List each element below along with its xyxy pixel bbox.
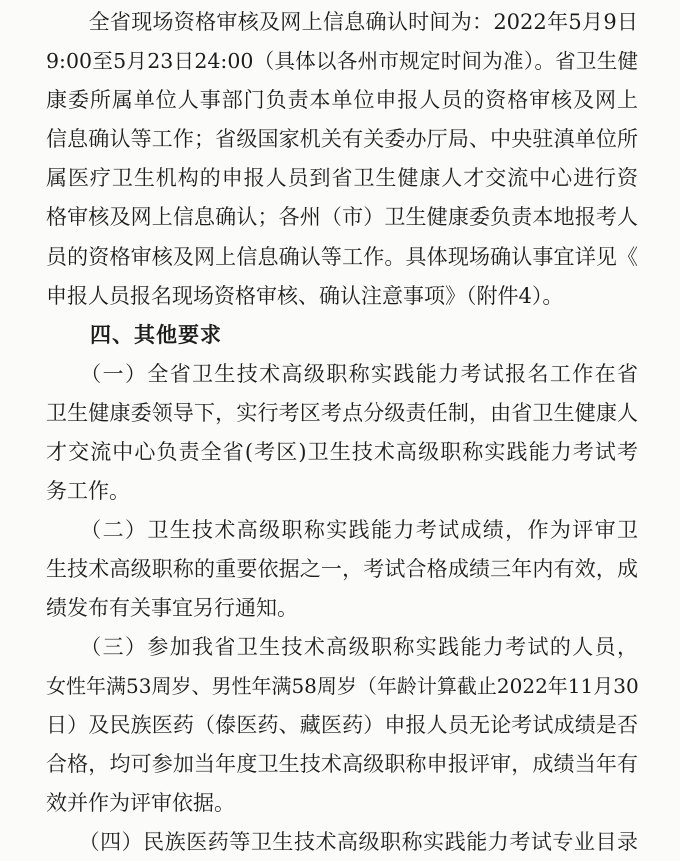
body-text-line: 务工作。 bbox=[46, 479, 130, 503]
body-text-line: 申报人员报名现场资格审核、确认注意事项》（附件4）。 bbox=[46, 284, 564, 308]
body-text-line: 员的资格审核及网上信息确认等工作。具体现场确认事宜详见《 bbox=[46, 245, 638, 269]
body-text-line: 全省现场资格审核及网上信息确认时间为：2022年5月9日 bbox=[46, 10, 638, 34]
body-text-line: 生技术高级职称的重要依据之一，考试合格成绩三年内有效，成 bbox=[46, 557, 638, 581]
body-text-line: （四）民族医药等卫生技术高级职称实践能力考试专业目录 bbox=[46, 830, 638, 854]
body-text-line: 信息确认等工作；省级国家机关有关委办厅局、中央驻滇单位所 bbox=[46, 127, 638, 151]
body-text-line: 卫生健康委领导下，实行考区考点分级责任制，由省卫生健康人 bbox=[46, 401, 638, 425]
body-text-line: （一）全省卫生技术高级职称实践能力考试报名工作在省 bbox=[46, 362, 638, 386]
body-text-line: 女性年满53周岁、男性年满58周岁（年龄计算截止2022年11月30 bbox=[46, 674, 639, 698]
section-heading: 四、其他要求 bbox=[46, 323, 222, 347]
body-text-line: 康委所属单位人事部门负责本单位申报人员的资格审核及网上 bbox=[46, 88, 638, 112]
body-text-line: 才交流中心负责全省(考区)卫生技术高级职称实践能力考试考 bbox=[46, 440, 638, 464]
body-text-line: 合格，均可参加当年度卫生技术高级职称申报评审，成绩当年有 bbox=[46, 752, 638, 776]
body-text-line: 格审核及网上信息确认；各州（市）卫生健康委负责本地报考人 bbox=[46, 205, 638, 229]
body-text-line: 效并作为评审依据。 bbox=[46, 791, 235, 815]
body-text-line: 日）及民族医药（傣医药、藏医药）申报人员无论考试成绩是否 bbox=[46, 713, 638, 737]
body-text-line: 9:00至5月23日24:00（具体以各州市规定时间为准）。省卫生健 bbox=[46, 49, 638, 73]
body-text-line: （二）卫生技术高级职称实践能力考试成绩，作为评审卫 bbox=[46, 518, 638, 542]
body-text-line: 绩发布有关事宜另行通知。 bbox=[46, 596, 298, 620]
body-text-line: （三）参加我省卫生技术高级职称实践能力考试的人员， bbox=[46, 635, 638, 659]
body-text-line: 属医疗卫生机构的申报人员到省卫生健康人才交流中心进行资 bbox=[46, 166, 638, 190]
